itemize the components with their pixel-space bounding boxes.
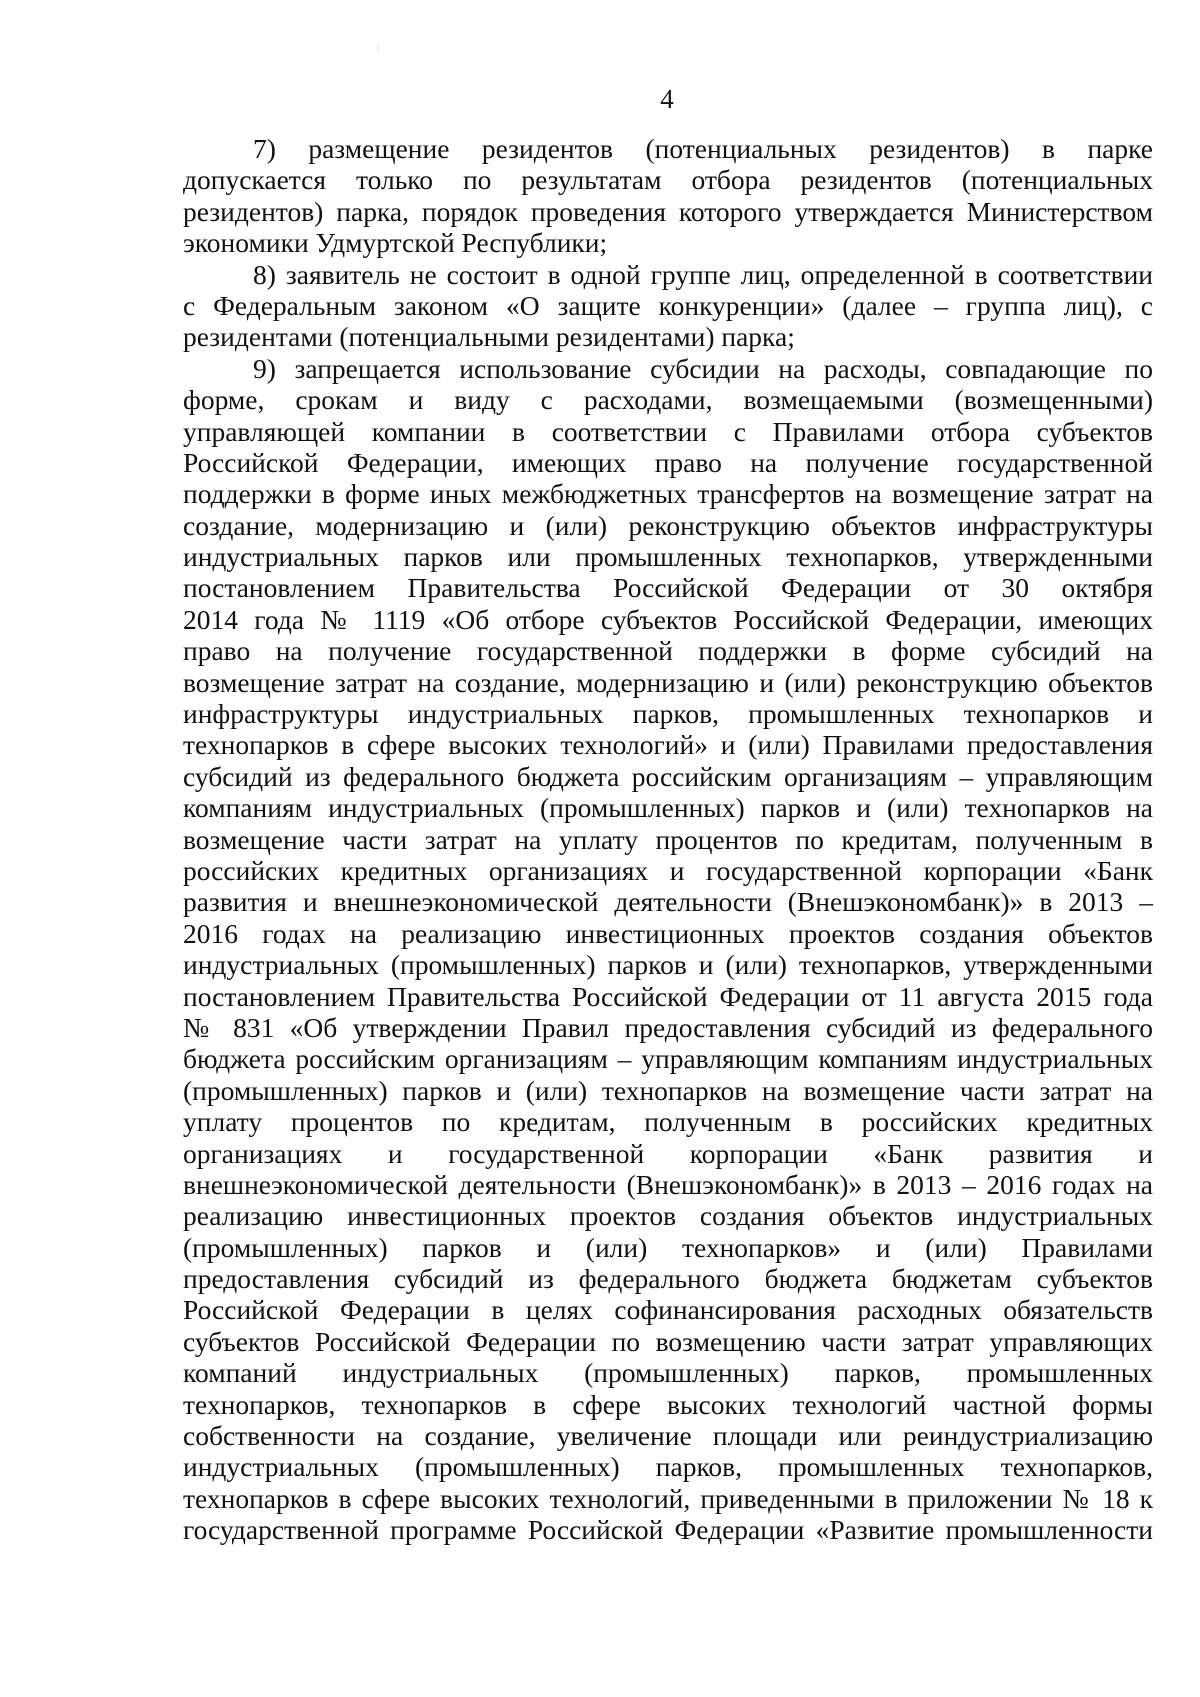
text-line: резидентов) парка, порядок проведения которого утверждается Министерством xyxy=(183,195,1153,227)
text-line: поддержки в форме иных межбюджетных трансфертов на возмещение затрат на xyxy=(183,478,1153,510)
text-line: создание, модернизацию и (или) реконструкцию объектов инфраструктуры xyxy=(183,509,1153,541)
text-line: 9) запрещается использование субсидии на расходы, совпадающие по xyxy=(253,352,1153,384)
text-line: компаниям индустриальных (промышленных) парков и (или) технопарков на xyxy=(183,792,1153,824)
paragraph-item-8 xyxy=(183,259,1153,353)
text-line: индустриальных (промышленных) парков, промышленных технопарков, xyxy=(183,1451,1153,1483)
text-line: постановлением Правительства Российской Федерации от 30 октября xyxy=(183,572,1153,604)
text-line: экономики Удмуртской Республики; xyxy=(183,227,608,259)
text-line: Российской Федерации в целях софинансирования расходных обязательств xyxy=(183,1294,1153,1326)
text-line: постановлением Правительства Российской Федерации от 11 августа 2015 года xyxy=(183,980,1153,1012)
text-line: субсидий из федерального бюджета российским организациям – управляющим xyxy=(183,760,1153,792)
text-line: Российской Федерации, имеющих право на получение государственной xyxy=(183,446,1153,478)
text-line: российских кредитных организациях и государственной корпорации «Банк xyxy=(183,854,1153,886)
text-line: технопарков в сфере высоких технологий, приведенными в приложении № 18 к xyxy=(183,1482,1153,1514)
text-line: 2014 года № 1119 «Об отборе субъектов Российской Федерации, имеющих xyxy=(183,603,1153,635)
scan-artifact xyxy=(378,44,379,52)
text-line: инфраструктуры индустриальных парков, промышленных технопарков и xyxy=(183,698,1153,730)
paragraph-item-9 xyxy=(183,353,1153,1546)
text-line: допускается только по результатам отбора резидентов (потенциальных xyxy=(183,164,1153,196)
text-line: управляющей компании в соответствии с Правилами отбора субъектов xyxy=(183,415,1153,447)
text-line: 2016 годах на реализацию инвестиционных проектов создания объектов xyxy=(183,917,1153,949)
text-line: внешнеэкономической деятельности (Внешэкономбанк)» в 2013 – 2016 годах на xyxy=(183,1168,1153,1200)
page-number: 4 xyxy=(660,84,674,114)
text-line: (промышленных) парков и (или) технопарков» и (или) Правилами xyxy=(183,1231,1153,1263)
text-line: уплату процентов по кредитам, полученным в российских кредитных xyxy=(183,1106,1153,1138)
document-body xyxy=(183,133,1153,1546)
text-line: форме, срокам и виду с расходами, возмещаемыми (возмещенными) xyxy=(183,384,1153,416)
text-line: реализацию инвестиционных проектов создания объектов индустриальных xyxy=(183,1200,1153,1232)
text-line: 7) размещение резидентов (потенциальных резидентов) в парке xyxy=(253,133,1153,164)
text-line: организациях и государственной корпорации «Банк развития и xyxy=(183,1137,1153,1169)
text-line: (промышленных) парков и (или) технопарков на возмещение части затрат на xyxy=(183,1074,1153,1106)
text-line: бюджета российским организациям – управляющим компаниям индустриальных xyxy=(183,1043,1153,1075)
text-line: технопарков в сфере высоких технологий» и (или) Правилами предоставления xyxy=(183,729,1153,761)
text-line: резидентами (потенциальными резидентами) парка; xyxy=(183,321,795,353)
text-line: технопарков, технопарков в сфере высоких технологий частной формы xyxy=(183,1388,1153,1420)
text-line: предоставления субсидий из федерального бюджета бюджетам субъектов xyxy=(183,1263,1153,1295)
text-line: № 831 «Об утверждении Правил предоставления субсидий из федерального xyxy=(183,1011,1153,1043)
text-line: возмещение затрат на создание, модернизацию и (или) реконструкцию объектов xyxy=(183,666,1153,698)
text-line: индустриальных (промышленных) парков и (или) технопарков, утвержденными xyxy=(183,949,1153,981)
text-line: возмещение части затрат на уплату процентов по кредитам, полученным в xyxy=(183,823,1153,855)
text-line: право на получение государственной поддержки в форме субсидий на xyxy=(183,635,1153,667)
text-line: компаний индустриальных (промышленных) парков, промышленных xyxy=(183,1357,1153,1389)
text-line: собственности на создание, увеличение площади или реиндустриализацию xyxy=(183,1420,1153,1452)
text-line: 8) заявитель не состоит в одной группе лиц, определенной в соответствии xyxy=(253,258,1153,290)
text-line: индустриальных парков или промышленных технопарков, утвержденными xyxy=(183,541,1153,573)
text-line: развития и внешнеэкономической деятельности (Внешэкономбанк)» в 2013 – xyxy=(183,886,1153,918)
text-line: субъектов Российской Федерации по возмещению части затрат управляющих xyxy=(183,1325,1153,1357)
text-line: государственной программе Российской Федерации «Развитие промышленности xyxy=(183,1514,1153,1546)
text-line: с Федеральным законом «О защите конкуренции» (далее – группа лиц), с xyxy=(183,289,1153,321)
paragraph-item-7 xyxy=(183,133,1153,259)
